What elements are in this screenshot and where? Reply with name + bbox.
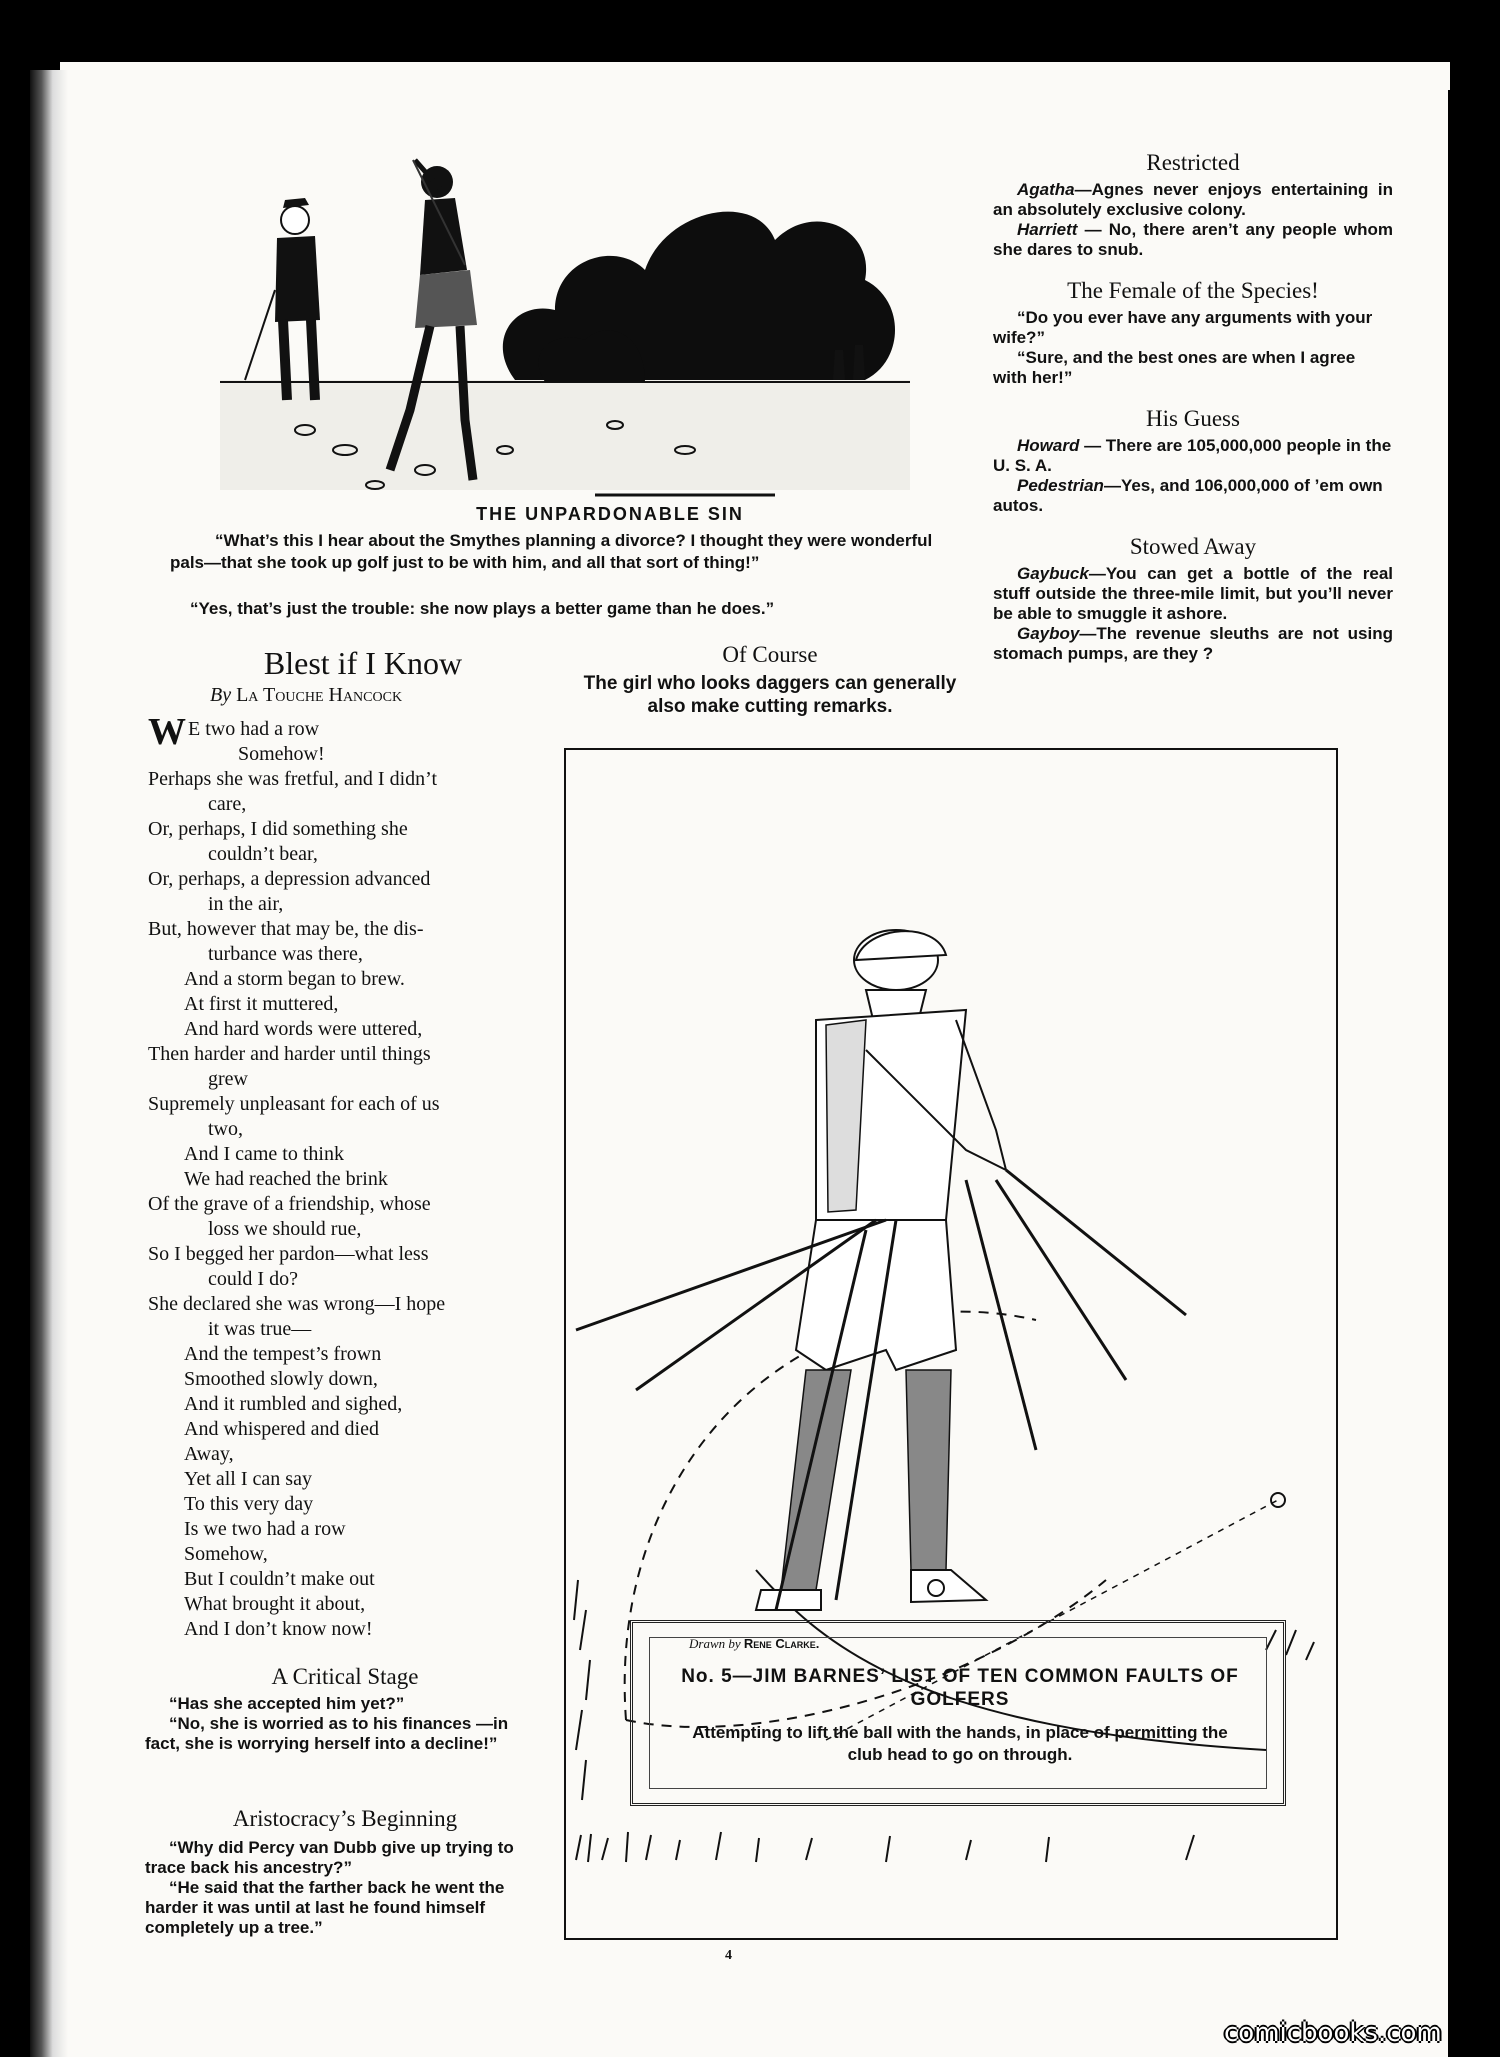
poem-line: couldn’t bear, xyxy=(208,843,318,865)
of-course-text: The girl who looks daggers can generally also make cutting remarks. xyxy=(583,673,957,717)
joke-female-line2: “Sure, and the best ones are when I agree with her!” xyxy=(993,348,1356,387)
book-gutter xyxy=(30,70,68,2057)
speaker-gayboy: Gayboy xyxy=(1017,624,1080,643)
poem-line: Smoothed slowly down, xyxy=(184,1368,378,1390)
poem-line: Somehow, xyxy=(184,1543,268,1565)
poem-line: Or, perhaps, I did something she xyxy=(148,818,408,840)
illustration-credit: Drawn by Rene Clarke. xyxy=(689,1636,820,1651)
cartoon-caption-line1: “What’s this I hear about the Smythes planning a divorce? I thought they were wonderful pals—that she took up golf just to be with him, and all that sort of thing!” xyxy=(170,531,933,572)
poem-line: So I begged her pardon—what less xyxy=(148,1243,429,1265)
joke-stowed-line1: Gaybuck—You can get a bottle of the real stuff outside the three-mile limit, but you’ll never be able to smuggle it ashore. xyxy=(993,564,1393,623)
page-number: 4 xyxy=(725,1948,732,1963)
cartoon-caption-title: THE UNPARDONABLE SIN xyxy=(476,504,744,524)
poem-line: loss we should rue, xyxy=(208,1218,362,1240)
joke-restricted-line2: Harriett — No, there aren’t any people whom she dares to snub. xyxy=(993,220,1393,259)
joke-title-stowed: Stowed Away xyxy=(1129,534,1257,559)
joke-title-female: The Female of the Species! xyxy=(1067,278,1319,303)
of-course-joke xyxy=(565,642,975,718)
joke-guess-line2: Pedestrian—Yes, and 106,000,000 of ’em own autos. xyxy=(993,476,1383,515)
poem-line: To this very day xyxy=(184,1493,314,1515)
critical-line1: “Has she accepted him yet?” xyxy=(169,1694,405,1713)
poem-line: And a storm began to brew. xyxy=(184,968,405,990)
critical-title: A Critical Stage xyxy=(271,1664,419,1689)
illustration-caption: Attempting to lift the ball with the hands, in place of permitting the club head to go on through. xyxy=(692,1723,1228,1764)
golf-cartoon-illustration xyxy=(215,150,915,500)
poem-line: Away, xyxy=(184,1443,234,1465)
poem-line: Somehow! xyxy=(238,743,325,765)
poem-line: At first it muttered, xyxy=(184,993,339,1015)
joke-title-guess: His Guess xyxy=(1146,406,1240,431)
poem-line: Perhaps she was fretful, and I didn’t xyxy=(148,768,438,790)
cartoon-caption-line2: “Yes, that’s just the trouble: she now plays a better game than he does.” xyxy=(190,599,775,618)
poem-line: Supremely unpleasant for each of us xyxy=(148,1093,440,1115)
watermark-text: comicbooks.com xyxy=(1224,2018,1442,2048)
poem-line: Of the grave of a friendship, whose xyxy=(148,1193,431,1215)
joke-restricted-line1: Agatha—Agnes never enjoys entertaining in an absolutely exclusive colony. xyxy=(993,180,1393,219)
right-jokes-column xyxy=(993,150,1393,664)
poem-byline: By La Touche Hancock xyxy=(210,684,403,706)
aristocracy-line1: “Why did Percy van Dubb give up trying to trace back his ancestry?” xyxy=(145,1838,514,1877)
joke-female-line1: “Do you ever have any arguments with your wife?” xyxy=(993,308,1373,347)
poem-column xyxy=(148,645,548,1642)
joke-stowed-line2: Gayboy—The revenue sleuths are not using stomach pumps, are they ? xyxy=(993,624,1393,663)
speaker-agatha: Agatha xyxy=(1017,180,1075,199)
poem-line: But, however that may be, the dis- xyxy=(148,918,424,940)
poem-author: La Touche Hancock xyxy=(236,684,403,706)
illustration-heading: No. 5—JIM BARNES’ LIST OF TEN COMMON FAULTS OF GOLFERS xyxy=(681,1666,1239,1710)
critical-stage-joke xyxy=(145,1664,545,1754)
speaker-pedestrian: Pedestrian xyxy=(1017,476,1104,495)
poem-line: could I do? xyxy=(208,1268,298,1290)
speaker-harriett: Harriett xyxy=(1017,220,1078,239)
poem-line: it was true— xyxy=(208,1318,312,1340)
illustration-artist: Rene Clarke. xyxy=(743,1636,820,1651)
poem-line: Or, perhaps, a depression advanced xyxy=(148,868,431,890)
page-edge xyxy=(1448,90,1500,2057)
poem-line: And it rumbled and sighed, xyxy=(184,1393,403,1415)
poem-line: We had reached the brink xyxy=(184,1168,388,1190)
poem-line: Then harder and harder until things xyxy=(148,1043,431,1065)
poem-dropcap: W xyxy=(148,711,186,753)
poem-title: Blest if I Know xyxy=(263,645,463,681)
joke-title-restricted: Restricted xyxy=(1146,150,1240,175)
poem-line: And I don’t know now! xyxy=(184,1618,373,1640)
poem-line: And hard words were uttered, xyxy=(184,1018,423,1040)
poem-line: And the tempest’s frown xyxy=(184,1343,382,1365)
aristocracy-title: Aristocracy’s Beginning xyxy=(232,1806,458,1831)
poem-line: Is we two had a row xyxy=(184,1518,346,1540)
poem-line: in the air, xyxy=(208,893,284,915)
critical-line2: “No, she is worried as to his finances —in fact, she is worrying herself into a decline!” xyxy=(145,1714,509,1753)
speaker-gaybuck: Gaybuck xyxy=(1017,564,1089,583)
poem-line: But I couldn’t make out xyxy=(184,1568,375,1590)
poem-line: And whispered and died xyxy=(184,1418,379,1440)
poem-line: And I came to think xyxy=(184,1143,344,1165)
poem-line: E two had a row xyxy=(188,718,320,740)
poem-line: care, xyxy=(208,793,247,815)
poem-line: turbance was there, xyxy=(208,943,363,965)
aristocracy-line2: “He said that the farther back he went the harder it was until at last he found himself completely up a tree.” xyxy=(145,1878,505,1937)
of-course-title: Of Course xyxy=(722,642,818,667)
poem-line: Yet all I can say xyxy=(184,1468,312,1490)
speaker-howard: Howard xyxy=(1017,436,1080,455)
poem-body xyxy=(148,711,548,1642)
poem-line: two, xyxy=(208,1118,243,1140)
joke-guess-line1: Howard — There are 105,000,000 people in the U. S. A. xyxy=(993,436,1392,475)
poem-line: What brought it about, xyxy=(184,1593,366,1615)
poem-line: She declared she was wrong—I hope xyxy=(148,1293,446,1315)
aristocracy-joke xyxy=(145,1806,545,1938)
poem-line: grew xyxy=(208,1068,248,1090)
